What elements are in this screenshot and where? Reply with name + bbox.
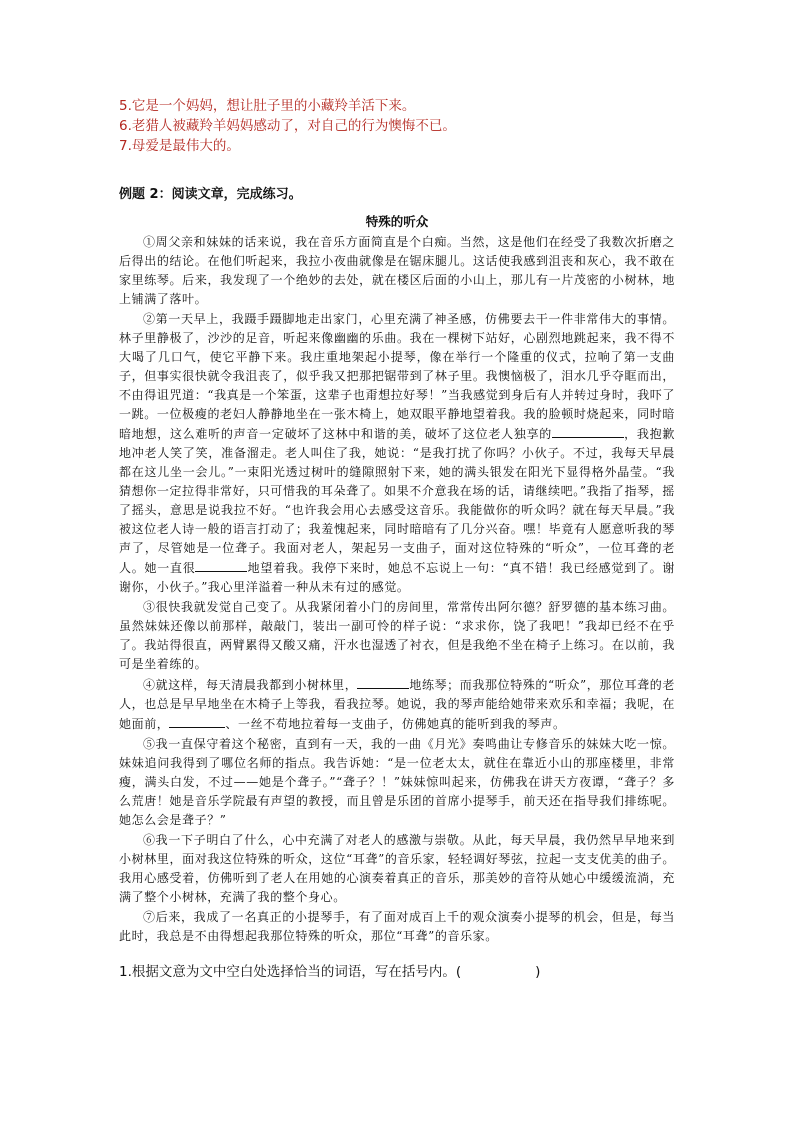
paragraph-7: ⑦后来，我成了一名真正的小提琴手，有了面对成百上千的观众演奏小提琴的机会，但是，每当此时，我总是不由得想起我那位特殊的听众，那位“耳聋”的音乐家。 bbox=[119, 910, 675, 943]
summary-point: 6.老猎人被藏羚羊妈妈感动了，对自己的行为懊悔不已。 bbox=[119, 118, 456, 134]
question-text: 1.根据文意为文中空白处选择恰当的词语，写在括号内。( bbox=[119, 964, 462, 980]
blank-2[interactable] bbox=[195, 558, 247, 572]
question-1 bbox=[119, 960, 540, 980]
paragraph-2 bbox=[119, 310, 675, 597]
summary-point: 5.它是一个妈妈，想让肚子里的小藏羚羊活下来。 bbox=[119, 98, 416, 114]
paragraph-2-part-b: ，我抱歉地冲老人笑了笑，准备溜走。老人叫住了我，她说：“是我打扰了你吗？小伙子。不过，我每天早晨都在这儿坐一会儿。”一束阳光透过树叶的缝隙照射下来，她的满头银发在阳光下显得格外晶莹。“我猜想你一定拉得非常好，只可惜我的耳朵聋了。如果不介意我在场的话，请继续吧。”我指了指琴，摇了摇头，意思是说我拉不好。“也许我会用心去感受这音乐。我能做你的听众吗？就在每天早晨。”我被这位老人诗一般的语言打动了；我羞愧起来，同时暗暗有了几分兴奋。嘿！毕竟有人愿意听我的琴声了，尽管她是一位聋子。我面对老人，架起另一支曲子，面对这位特殊的“听众”，一位耳聋的老人。她一直很 bbox=[119, 427, 675, 575]
question-close-paren: ) bbox=[535, 964, 541, 980]
paragraph-4-part-c: 、一丝不苟地拉着每一支曲子，仿佛她真的能听到我的琴声。 bbox=[225, 717, 566, 731]
essay-body bbox=[119, 233, 675, 947]
paragraph-3: ③很快我就发觉自己变了。从我紧闭着小门的房间里，常常传出阿尔德？舒罗德的基本练习曲。虽然妹妹还像以前那样，敲敲门，装出一副可怜的样子说：“求求你，饶了我吧！”我却已经不在乎了。我站得很直，两臂累得又酸又痛，汗水也湿透了衬衣，但是我绝不坐在椅子上练习。在以前，我可是坐着练的。 bbox=[119, 600, 675, 671]
paragraph-4-part-a: ④就这样，每天清晨我都到小树林里， bbox=[143, 678, 358, 692]
essay-title: 特殊的听众 bbox=[365, 214, 429, 229]
paragraph-5: ⑤我一直保守着这个秘密，直到有一天，我的一曲《月光》奏鸣曲让专修音乐的妹妹大吃一惊。妹妹追问我得到了哪位名师的指点。我告诉她：“是一位老太太，就住在靠近小山的那座楼里，非常瘦，满头白发，不过——她是个聋子。”“聋子？！”妹妹惊叫起来，仿佛我在讲天方夜谭，“聋子？多么荒唐！她是音乐学院最有声望的教授，而且曾是乐团的首席小提琴手，前天还在指导我们排练呢。她怎么会是聋子？” bbox=[119, 737, 675, 827]
paragraph-1: ①周父亲和妹妹的话来说，我在音乐方面简直是个白痴。当然，这是他们在经受了我数次折磨之后得出的结论。在他们听起来，我拉小夜曲就像是在锯床腿儿。这话使我感到沮丧和灰心，我不敢在家里练琴。后来，我发现了一个绝妙的去处，就在楼区后面的小山上，那儿有一片茂密的小树林，地上铺满了落叶。 bbox=[119, 235, 675, 306]
example-heading: 例题 2：阅读文章，完成练习。 bbox=[119, 187, 302, 202]
paragraph-4 bbox=[119, 675, 675, 734]
summary-point: 7.母爱是最伟大的。 bbox=[119, 138, 240, 154]
summary-list bbox=[119, 96, 699, 156]
paragraph-6: ⑥我一下子明白了什么，心中充满了对老人的感激与崇敬。从此，每天早晨，我仍然早早地来到小树林里，面对我这位特殊的听众，这位“耳聋”的音乐家，轻轻调好琴弦，拉起一支支优美的曲子。我用心感受着，仿佛听到了老人在用她的心演奏着真正的音乐，那美妙的音符从她心中缓缓流淌，充满了整个小树林，充满了我的整个身心。 bbox=[119, 833, 675, 904]
blank-3[interactable] bbox=[357, 675, 409, 689]
paragraph-2-part-c: 地望着我。我停下来时，她总不忘说上一句：“真不错！我已经感觉到了。谢谢你，小伙子。”我心里洋溢着一种从未有过的感觉。 bbox=[119, 561, 675, 594]
blank-4[interactable] bbox=[169, 714, 225, 728]
paragraph-2-part-a: ②第一天早上，我蹑手蹑脚地走出家门，心里充满了神圣感，仿佛要去干一件非常伟大的事情。林子里静极了，沙沙的足音，听起来像幽幽的乐曲。我在一棵树下站好，心剧烈地跳起来，我不得不大喝了几口气，使它平静下来。我庄重地架起小提琴，像在举行一个隆重的仪式，拉响了第一支曲子，但事实很快就令我沮丧了，似乎我又把那把锯带到了林子里。我懊恼极了，泪水几乎夺眶而出，不由得诅咒道：“我真是一个笨蛋，这辈子也甭想拉好琴！”当我感觉到身后有人并转过身时，我吓了一跳。一位极瘦的老妇人静静地坐在一张木椅上，她双眼平静地望着我。我的脸顿时烧起来，同时暗暗地想，这么难听的声音一定破坏了这林中和谐的美，破坏了这位老人独享的 bbox=[119, 312, 675, 441]
blank-1[interactable] bbox=[552, 424, 624, 438]
paragraph-4-part-b: 地练琴；而我那位特殊的“听众”，那位耳聋的老人，也总是早早地坐在木椅子上等我，看我拉琴。她说，我的琴声能给她带来欢乐和幸福；我呢，在她面前， bbox=[119, 678, 675, 731]
